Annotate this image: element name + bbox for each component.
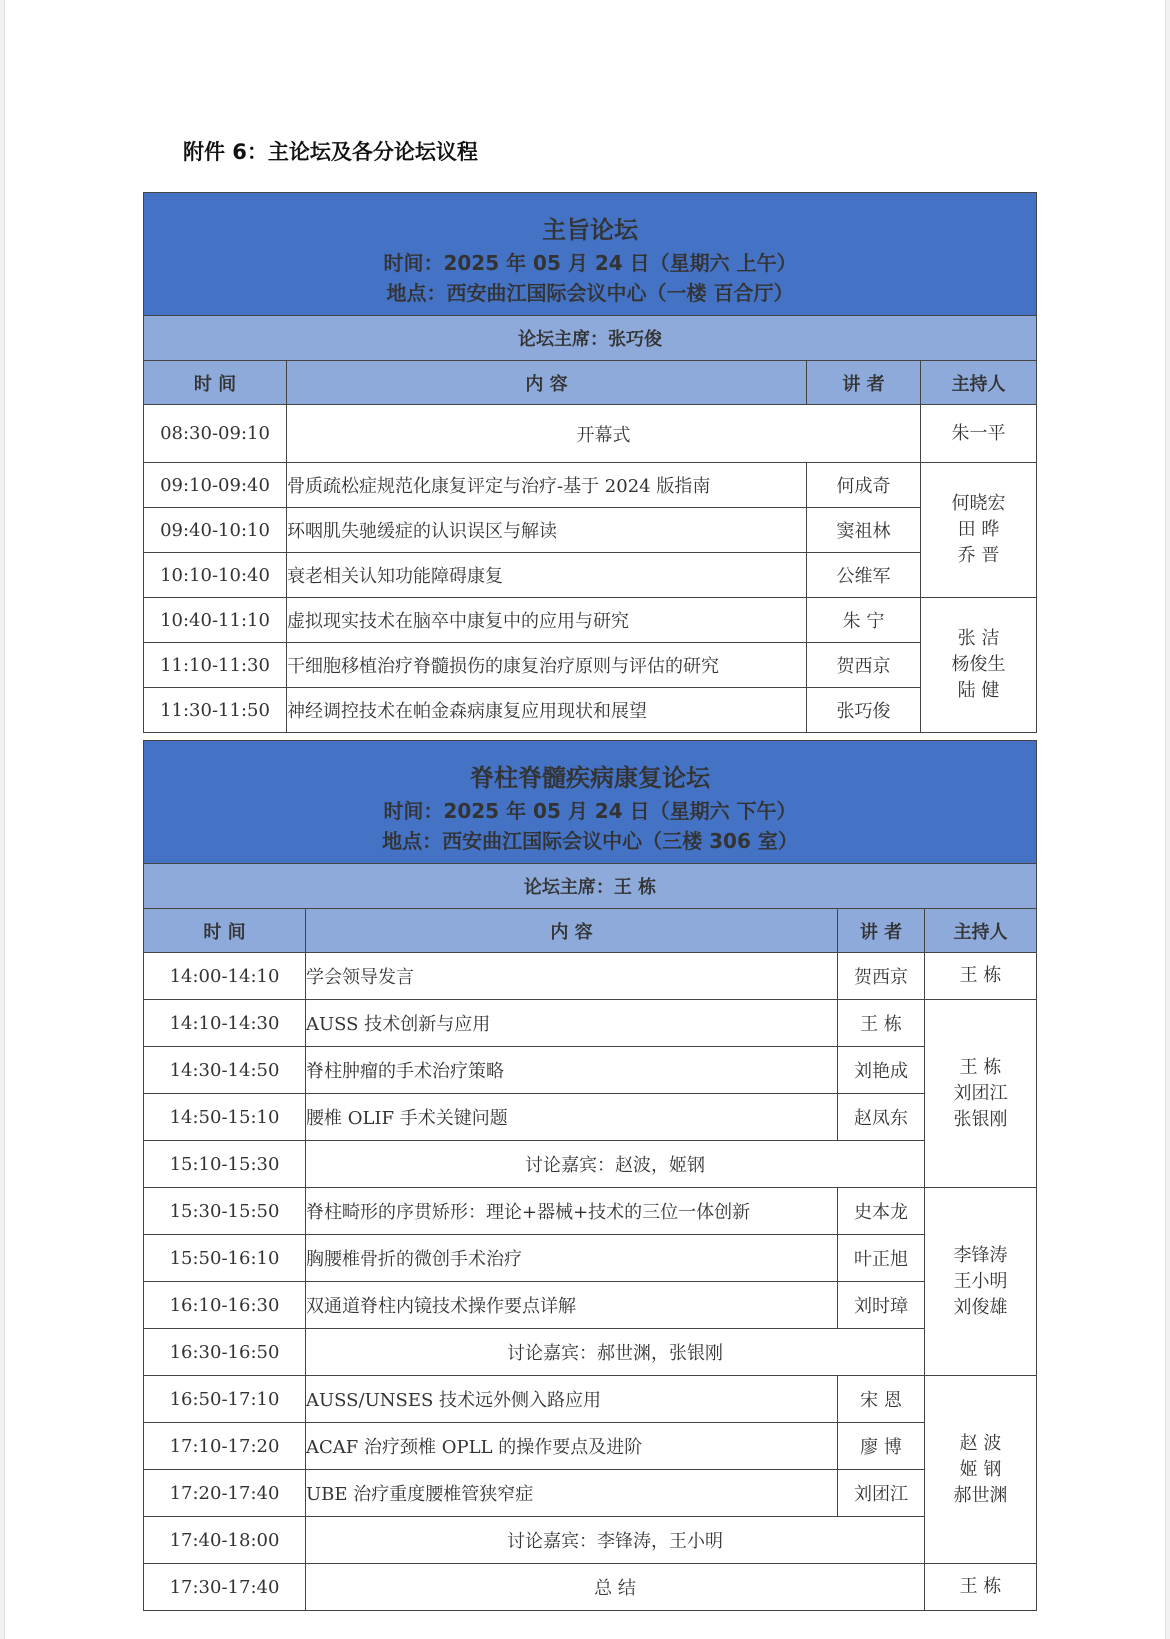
row-speaker: 公维军 [807, 553, 921, 598]
column-header-speaker: 讲 者 [807, 361, 921, 405]
forum-chair: 论坛主席：王 栋 [144, 864, 1037, 909]
row-speaker: 朱 宁 [807, 598, 921, 643]
host-cell [925, 1564, 1037, 1611]
forum-table-spine [143, 740, 1037, 1611]
row-time: 14:50-15:10 [144, 1094, 306, 1141]
forum-chair: 论坛主席：张巧俊 [144, 316, 1037, 361]
row-discussion: 讨论嘉宾：郝世渊，张银刚 [306, 1329, 925, 1376]
table-row [144, 405, 1037, 463]
host-cell [925, 953, 1037, 1000]
row-speaker: 史本龙 [838, 1188, 925, 1235]
host-name: 王 栋 [959, 1576, 1002, 1597]
host-name: 杨俊生 [951, 654, 1006, 675]
table-row [144, 1188, 1037, 1235]
host-name: 赵 波 [959, 1432, 1002, 1454]
row-topic: 腰椎 OLIF 手术关键问题 [306, 1094, 838, 1141]
host-name: 刘俊雄 [953, 1296, 1008, 1318]
row-time: 17:40-18:00 [144, 1517, 306, 1564]
table-row [144, 1376, 1037, 1423]
forum-time: 时间：2025 年 05 月 24 日（星期六 下午） [383, 799, 797, 823]
table-row [144, 1141, 1037, 1188]
row-topic: 脊柱畸形的序贯矫形：理论+器械+技术的三位一体创新 [306, 1188, 838, 1235]
table-row [144, 688, 1037, 733]
row-time: 10:40-11:10 [144, 598, 287, 643]
row-speaker: 叶正旭 [838, 1235, 925, 1282]
row-speaker: 赵凤东 [838, 1094, 925, 1141]
host-cell [925, 1000, 1037, 1188]
column-header-row [144, 909, 1037, 953]
table-row [144, 463, 1037, 508]
host-name: 王 栋 [959, 1056, 1002, 1078]
table-row [144, 1423, 1037, 1470]
table-row [144, 643, 1037, 688]
row-time: 16:10-16:30 [144, 1282, 306, 1329]
table-row [144, 1517, 1037, 1564]
row-time: 14:30-14:50 [144, 1047, 306, 1094]
table-row [144, 598, 1037, 643]
row-topic: 脊柱肿瘤的手术治疗策略 [306, 1047, 838, 1094]
row-time: 08:30-09:10 [144, 405, 287, 463]
row-time: 16:50-17:10 [144, 1376, 306, 1423]
row-time: 09:10-09:40 [144, 463, 287, 508]
table-row [144, 1564, 1037, 1611]
row-summary: 总 结 [306, 1564, 925, 1611]
host-name: 陆 健 [957, 680, 1000, 701]
forum-title: 主旨论坛 [542, 216, 639, 244]
row-speaker: 宋 恩 [838, 1376, 925, 1423]
row-topic: AUSS/UNSES 技术远外侧入路应用 [306, 1376, 838, 1423]
host-name: 张 洁 [957, 628, 1000, 649]
column-header-time: 时 间 [144, 361, 287, 405]
row-topic: UBE 治疗重度腰椎管狭窄症 [306, 1470, 838, 1517]
column-header-row [144, 361, 1037, 405]
host-cell [921, 598, 1037, 733]
table-row [144, 953, 1037, 1000]
forum-time: 时间：2025 年 05 月 24 日（星期六 上午） [383, 251, 797, 275]
row-speaker: 贺西京 [807, 643, 921, 688]
document-title: 附件 6：主论坛及各分论坛议程 [183, 140, 478, 164]
table-row [144, 1094, 1037, 1141]
table-row [144, 1047, 1037, 1094]
host-name: 何晓宏 [951, 493, 1006, 514]
row-topic: 胸腰椎骨折的微创手术治疗 [306, 1235, 838, 1282]
forum-chair-row [144, 864, 1037, 909]
forum-title: 脊柱脊髓疾病康复论坛 [470, 764, 710, 792]
host-name: 姬 钢 [959, 1458, 1002, 1480]
row-speaker: 张巧俊 [807, 688, 921, 733]
row-time: 15:30-15:50 [144, 1188, 306, 1235]
row-discussion: 讨论嘉宾：李锋涛，王小明 [306, 1517, 925, 1564]
row-topic: 开幕式 [287, 405, 921, 463]
row-speaker: 窦祖林 [807, 508, 921, 553]
table-row [144, 553, 1037, 598]
forum-header-row [144, 193, 1037, 316]
row-time: 09:40-10:10 [144, 508, 287, 553]
row-topic: AUSS 技术创新与应用 [306, 1000, 838, 1047]
host-name: 乔 晋 [957, 545, 1000, 566]
host-name: 朱一平 [951, 422, 1006, 444]
row-speaker: 刘艳成 [838, 1047, 925, 1094]
row-discussion: 讨论嘉宾：赵波，姬钢 [306, 1141, 925, 1188]
forum-header [144, 741, 1037, 864]
host-name: 刘团江 [953, 1082, 1008, 1104]
table-row [144, 508, 1037, 553]
column-header-content: 内 容 [306, 909, 838, 953]
row-time: 10:10-10:40 [144, 553, 287, 598]
row-time: 11:10-11:30 [144, 643, 287, 688]
column-header-content: 内 容 [287, 361, 807, 405]
row-topic: 骨质疏松症规范化康复评定与治疗-基于 2024 版指南 [287, 463, 807, 508]
row-speaker: 廖 博 [838, 1423, 925, 1470]
row-speaker: 何成奇 [807, 463, 921, 508]
row-speaker: 刘时璋 [838, 1282, 925, 1329]
forum-table-keynote [143, 192, 1037, 733]
row-speaker: 王 栋 [838, 1000, 925, 1047]
row-topic: ACAF 治疗颈椎 OPLL 的操作要点及进阶 [306, 1423, 838, 1470]
column-header-host: 主持人 [921, 361, 1037, 405]
host-cell [925, 1188, 1037, 1376]
column-header-host: 主持人 [925, 909, 1037, 953]
row-speaker: 刘团江 [838, 1470, 925, 1517]
row-topic: 干细胞移植治疗脊髓损伤的康复治疗原则与评估的研究 [287, 643, 807, 688]
host-cell [921, 463, 1037, 598]
table-row [144, 1329, 1037, 1376]
host-name: 田 晔 [957, 519, 1000, 540]
row-topic: 衰老相关认知功能障碍康复 [287, 553, 807, 598]
table-row [144, 1235, 1037, 1282]
table-row [144, 1470, 1037, 1517]
host-name: 王 栋 [959, 965, 1002, 986]
forum-place: 地点：西安曲江国际会议中心（三楼 306 室） [382, 829, 798, 853]
host-name: 郝世渊 [953, 1484, 1008, 1506]
row-topic: 神经调控技术在帕金森病康复应用现状和展望 [287, 688, 807, 733]
row-topic: 学会领导发言 [306, 953, 838, 1000]
row-time: 17:30-17:40 [144, 1564, 306, 1611]
host-name: 张银刚 [953, 1108, 1008, 1130]
host-cell [925, 1376, 1037, 1564]
row-time: 17:10-17:20 [144, 1423, 306, 1470]
row-time: 14:10-14:30 [144, 1000, 306, 1047]
forum-header [144, 193, 1037, 316]
row-time: 14:00-14:10 [144, 953, 306, 1000]
row-time: 15:10-15:30 [144, 1141, 306, 1188]
forum-chair-row [144, 316, 1037, 361]
row-time: 17:20-17:40 [144, 1470, 306, 1517]
table-row [144, 1000, 1037, 1047]
column-header-speaker: 讲 者 [838, 909, 925, 953]
table-row [144, 1282, 1037, 1329]
host-name: 王小明 [953, 1270, 1008, 1292]
host-cell [921, 405, 1037, 463]
forum-header-row [144, 741, 1037, 864]
row-time: 15:50-16:10 [144, 1235, 306, 1282]
row-topic: 虚拟现实技术在脑卒中康复中的应用与研究 [287, 598, 807, 643]
row-speaker: 贺西京 [838, 953, 925, 1000]
row-topic: 环咽肌失驰缓症的认识误区与解读 [287, 508, 807, 553]
row-time: 16:30-16:50 [144, 1329, 306, 1376]
forum-place: 地点：西安曲江国际会议中心（一楼 百合厅） [386, 281, 794, 305]
document-page [4, 0, 1166, 1639]
column-header-time: 时 间 [144, 909, 306, 953]
host-name: 李锋涛 [953, 1244, 1008, 1266]
row-topic: 双通道脊柱内镜技术操作要点详解 [306, 1282, 838, 1329]
row-time: 11:30-11:50 [144, 688, 287, 733]
